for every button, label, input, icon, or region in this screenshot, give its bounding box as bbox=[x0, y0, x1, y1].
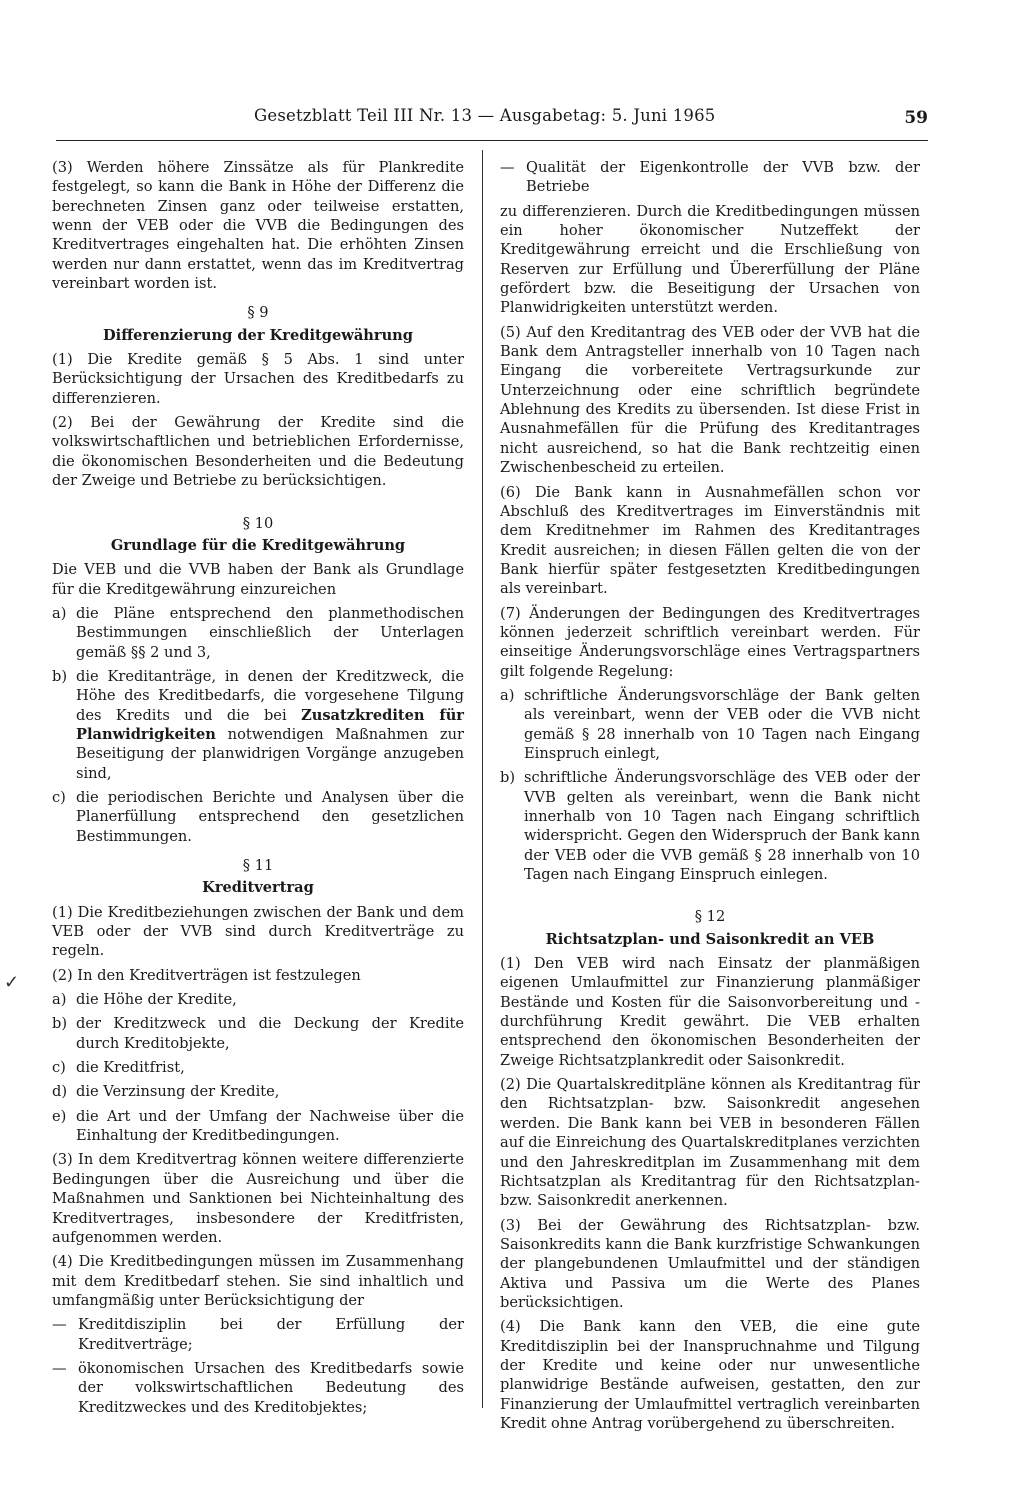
list-item-text: schriftliche Änderungsvorschläge der Bank gelten als vereinbart, wenn der VEB oder die VVB nicht gemäß § 28 innerhalb von 10 Tagen nach Eingang Einspruch einlegt, bbox=[524, 686, 920, 762]
list-item-text: die Kreditfrist, bbox=[76, 1059, 185, 1077]
bold-term: Zusatzkrediten für Planwidrigkeiten bbox=[76, 706, 464, 743]
list-item-text bbox=[76, 667, 464, 783]
page-number: 59 bbox=[904, 108, 928, 128]
dash-item-label: — bbox=[52, 1359, 67, 1377]
continuation-paragraph: zu differenzieren. Durch die Kreditbedingungen müssen ein hoher ökonomischer Nutzeffekt der Kreditgewährung erreicht und die Erschließung von Reserven zur Erfüllung und Übererfüllung der Pläne gefördert bzw. die Beseitigung der Ursachen von Planwidrigkeiten unterstützt werden. bbox=[500, 202, 920, 317]
margin-tick-mark: ✓ bbox=[4, 972, 20, 993]
list-item-text: die Verzinsung der Kredite, bbox=[76, 1083, 280, 1101]
dash-item bbox=[500, 158, 920, 197]
section-11-paragraph-6: (6) Die Bank kann in Ausnahmefällen schon vor Abschluß des Kreditvertrages im Einverständnis mit dem Kreditnehmer im Rahmen des Kreditantrages Kredit ausreichen; in diesen Fällen gelten die von der Bank hierfür später festgesetzten Kreditbedingungen als vereinbart. bbox=[500, 483, 920, 598]
section-11-paragraph-7: (7) Änderungen der Bedingungen des Kreditvertrages können jederzeit schriftlich vereinbart werden. Für einseitige Änderungsvorschläge eines Vertragspartners gilt folgende Regelung: bbox=[500, 604, 920, 680]
section-9-paragraph-1: (1) Die Kredite gemäß § 5 Abs. 1 sind unter Berücksichtigung der Ursachen des Kreditbedarfs zu differenzieren. bbox=[52, 351, 464, 407]
list-item bbox=[52, 1082, 464, 1101]
header-title: Gesetzblatt Teil III Nr. 13 — Ausgabetag: 5. Juni 1965 bbox=[254, 106, 716, 125]
list-item bbox=[500, 686, 920, 763]
section-12-title: Richtsatzplan- und Saisonkredit an VEB bbox=[545, 930, 875, 948]
right-column bbox=[500, 158, 920, 1438]
list-item-text: schriftliche Änderungsvorschläge des VEB oder der VVB gelten als vereinbart, wenn die Bank nicht innerhalb von 10 Tagen nach Eingang schriftlich widerspricht. Gegen den Widerspruch der Bank kann der VEB oder die VVB gemäß § 28 innerhalb von 10 Tagen nach Eingang Einspruch einlegen. bbox=[524, 769, 920, 884]
left-column bbox=[52, 158, 464, 1422]
section-11-title: Kreditvertrag bbox=[202, 879, 314, 897]
list-item-label: a) bbox=[500, 686, 515, 704]
dash-item bbox=[52, 1315, 464, 1354]
list-item bbox=[52, 1014, 464, 1053]
list-item bbox=[500, 768, 920, 884]
list-item-label: d) bbox=[52, 1083, 68, 1101]
list-item-label: e) bbox=[52, 1107, 67, 1125]
list-item-text: die Pläne entsprechend den planmethodischen Bestimmungen einschließlich der Unterlagen gemäß §§ 2 und 3, bbox=[76, 604, 464, 661]
section-9-paragraph-2: (2) Bei der Gewährung der Kredite sind die volkswirtschaftlichen und betrieblichen Erfordernisse, die ökonomischen Besonderheiten und die Bedeutung der Zweige und Betriebe zu berücksichtigen. bbox=[52, 414, 464, 490]
list-item-label: c) bbox=[52, 788, 66, 806]
header-rule bbox=[56, 140, 928, 141]
list-item bbox=[52, 1058, 464, 1077]
dash-item-text: Qualität der Eigenkontrolle der VVB bzw. der Betriebe bbox=[526, 159, 920, 196]
list-item-text: der Kreditzweck und die Deckung der Kredite durch Kreditobjekte, bbox=[76, 1015, 464, 1052]
list-item bbox=[52, 788, 464, 846]
section-12-paragraph-2: (2) Die Quartalskreditpläne können als Kreditantrag für den Richtsatzplan- bzw. Saisonkredit angesehen werden. Die Bank kann bei VEB in besonderen Fällen auf die Einreichung des Quartalskreditplanes verzichten und den Jahreskreditplan im Zusammenhang mit dem Richtsatzplan als Kreditantrag für den Richtsatzplan- bzw. Saisonkredit anerkennen. bbox=[500, 1076, 920, 1210]
section-12-number: § 12 bbox=[694, 908, 726, 926]
list-item bbox=[52, 667, 464, 783]
section-12-paragraph-3: (3) Bei der Gewährung des Richtsatzplan- bzw. Saisonkredits kann die Bank kurzfristige Schwankungen der plangebundenen Umlaufmittel und der ständigen Aktiva und Passiva um die Werte des Planes berücksichtigen. bbox=[500, 1216, 920, 1311]
page-header bbox=[56, 106, 928, 132]
dash-item-text: Kreditdisziplin bei der Erfüllung der Kreditverträge; bbox=[78, 1316, 464, 1353]
list-item-text-part: notwendigen Maßnahmen zur Beseitigung der planwidrigen Vorgänge anzugeben sind, bbox=[76, 725, 464, 782]
dash-item-label: — bbox=[500, 159, 515, 176]
section-9-number: § 9 bbox=[247, 304, 269, 322]
section-12-paragraph-1: (1) Den VEB wird nach Einsatz der planmäßigen eigenen Umlaufmittel zur Finanzierung planmäßiger Bestände und Kosten für die Saisonvorbereitung und -durchführung Kredit gewährt. Die VEB erhalten entsprechend den ökonomischen Besonderheiten der Zweige Richtsatzplankredit oder Saisonkredit. bbox=[500, 955, 920, 1069]
section-11-paragraph-3: (3) In dem Kreditvertrag können weitere differenzierte Bedingungen über die Ausreichung und über die Maßnahmen und Sanktionen bei Nichteinhaltung des Kreditvertrages, insbesondere der Kreditfristen, aufgenommen werden. bbox=[52, 1151, 464, 1246]
section-11-number: § 11 bbox=[242, 857, 274, 874]
dash-item-label: — bbox=[52, 1316, 67, 1334]
dash-item-text: ökonomischen Ursachen des Kreditbedarfs sowie der volkswirtschaftlichen Bedeutung des Kreditzweckes und des Kreditobjektes; bbox=[78, 1359, 464, 1416]
list-item-label: b) bbox=[52, 1015, 68, 1033]
paragraph-8-3: (3) Werden höhere Zinssätze als für Plankredite festgelegt, so kann die Bank in Höhe der Differenz die berechneten Zinsen ganz oder teilweise erstatten, wenn der VEB oder die VVB die Bedingungen des Kreditvertrages eingehalten hat. Die erhöhten Zinsen werden nur dann erstattet, wenn das im Kreditvertrag vereinbart worden ist. bbox=[52, 159, 464, 293]
section-11-paragraph-5: (5) Auf den Kreditantrag des VEB oder der VVB hat die Bank dem Antragsteller innerhalb von 10 Tagen nach Eingang die vorbereitete Vertragsurkunde zur Unterzeichnung oder eine schriftlich begründete Ablehnung des Kredits zu übersenden. Ist diese Frist in Ausnahmefällen für die Prüfung des Kreditantrages nicht ausreichend, so hat die Bank rechtzeitig einen Zwischenbescheid zu erteilen. bbox=[500, 323, 920, 477]
section-9-title: Differenzierung der Kreditgewährung bbox=[103, 326, 413, 344]
column-divider bbox=[482, 150, 483, 1408]
dash-item bbox=[52, 1359, 464, 1417]
section-10-number: § 10 bbox=[242, 514, 274, 532]
list-item-label: a) bbox=[52, 991, 67, 1009]
list-item-label: c) bbox=[52, 1059, 66, 1077]
section-11-paragraph-4: (4) Die Kreditbedingungen müssen im Zusammenhang mit dem Kreditbedarf stehen. Sie sind inhaltlich und umfangmäßig unter Berücksichtigung der bbox=[52, 1253, 464, 1309]
section-10-title: Grundlage für die Kreditgewährung bbox=[110, 536, 406, 554]
list-item-text: die periodischen Berichte und Analysen über die Planerfüllung entsprechend den gesetzlichen Bestimmungen. bbox=[76, 788, 464, 845]
section-10-intro: Die VEB und die VVB haben der Bank als Grundlage für die Kreditgewährung einzureichen bbox=[52, 561, 464, 598]
list-item-label: b) bbox=[52, 667, 68, 685]
list-item-text: die Höhe der Kredite, bbox=[76, 991, 237, 1009]
list-item bbox=[52, 990, 464, 1009]
list-item-label: a) bbox=[52, 604, 67, 622]
section-11-paragraph-1: (1) Die Kreditbeziehungen zwischen der Bank und dem VEB oder der VVB sind durch Kreditverträge zu regeln. bbox=[52, 903, 464, 960]
list-item-text: die Art und der Umfang der Nachweise über die Einhaltung der Kreditbedingungen. bbox=[76, 1107, 464, 1145]
list-item bbox=[52, 1107, 464, 1146]
list-item-text-part: die Kreditanträge, in denen der Kreditzweck, die Höhe des Kreditbedarfs, die vorgesehene Tilgung des Kredits und die bei bbox=[76, 667, 464, 724]
list-item-label: b) bbox=[500, 769, 516, 787]
list-item bbox=[52, 604, 464, 662]
section-11-paragraph-2: (2) In den Kreditverträgen ist festzulegen bbox=[52, 966, 361, 984]
section-12-paragraph-4: (4) Die Bank kann den VEB, die eine gute Kreditdisziplin bei der Inanspruchnahme und Tilgung der Kredite und keine oder nur unwesentliche planwidrige Bestände aufweisen, gestatten, den zur Finanzierung der Umlaufmittel vertraglich vereinbarten Kredit ohne Antrag vorübergehend zu überschreiten. bbox=[500, 1318, 920, 1432]
